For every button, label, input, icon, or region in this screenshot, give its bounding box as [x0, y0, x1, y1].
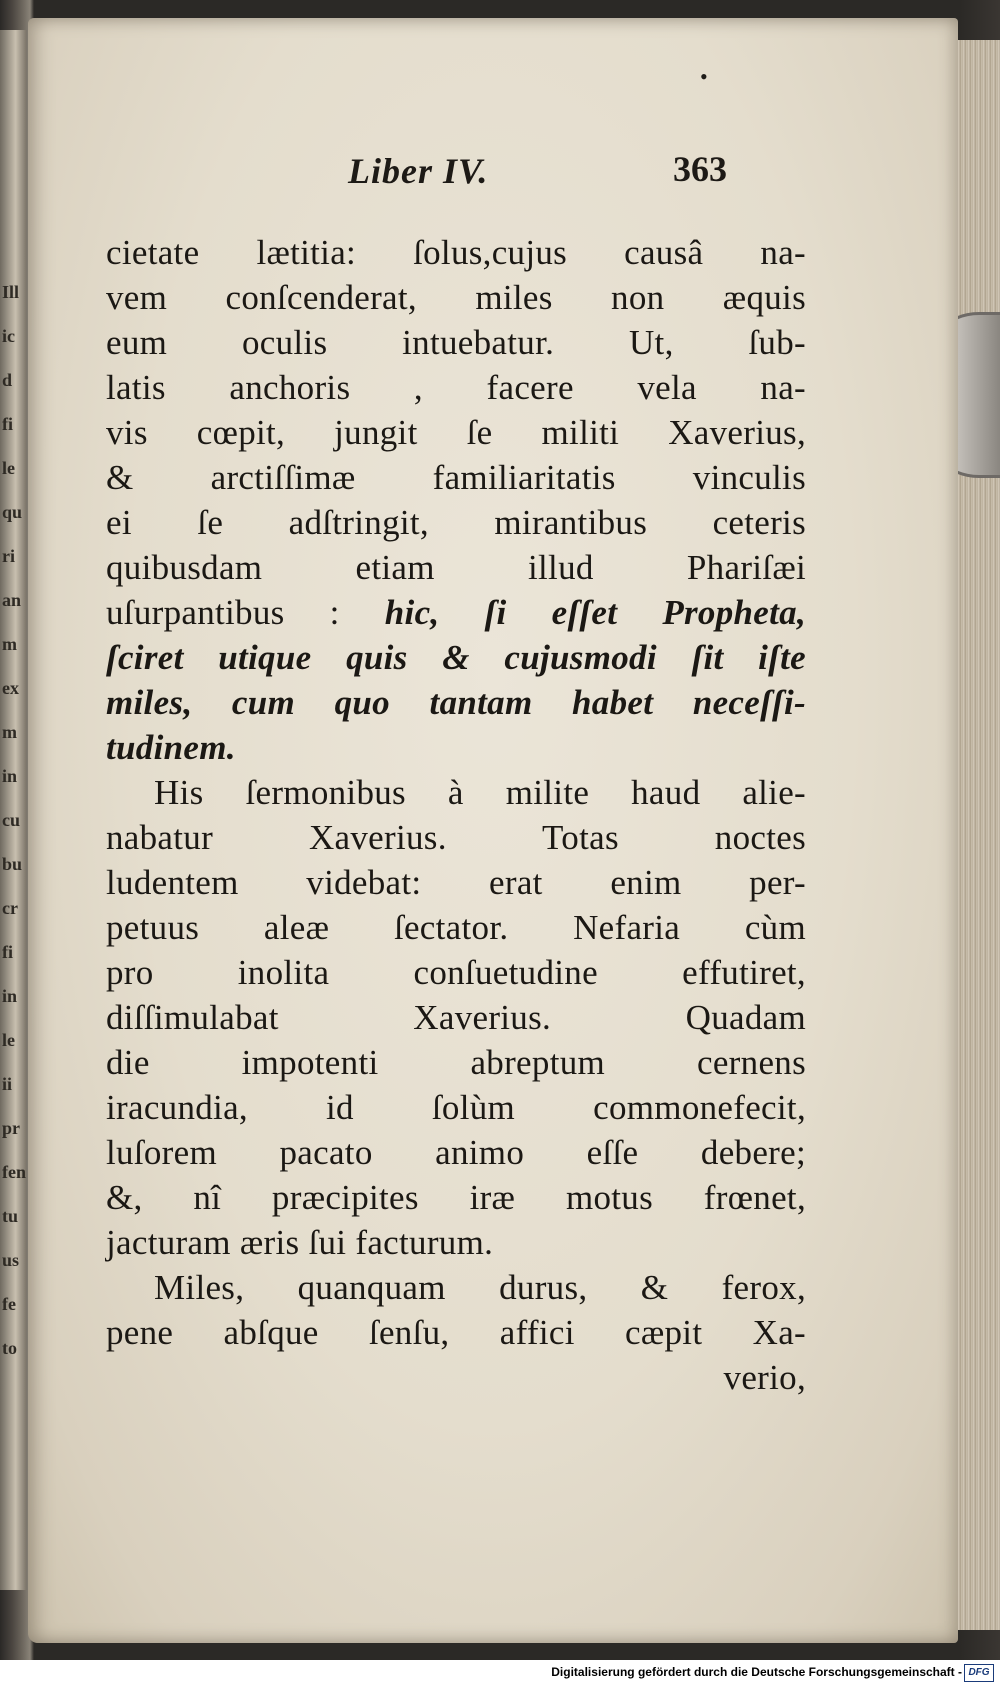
left-page-fragment: ex [2, 678, 19, 698]
left-page-fragment: m [2, 634, 17, 654]
left-page-fragments [2, 270, 24, 1370]
left-page-fragment: bu [2, 854, 23, 874]
text-line: jacturam æris ſui facturum. [106, 1223, 494, 1262]
left-page-fragment: in [2, 766, 18, 786]
text-line: vem conſcenderat, miles non æquis [106, 278, 806, 317]
left-page-edge [0, 30, 26, 1590]
text-line: latis anchoris , facere vela na- [106, 368, 806, 407]
text-line: ludentem videbat: erat enim per- [106, 863, 806, 902]
footer-bar [0, 1660, 1000, 1688]
text-line: luſorem pacato animo eſſe debere; [106, 1133, 806, 1172]
left-page-fragment: ri [2, 546, 15, 566]
text-line: cietate lætitia: ſolus,cujus causâ na- [106, 233, 806, 272]
text-line: verio, [723, 1358, 806, 1397]
left-page-fragment: qu [2, 502, 23, 522]
text-line: vis cœpit, jungit ſe militi Xaverius, [106, 413, 806, 452]
left-page-fragment: cr [2, 898, 18, 918]
text-line: pro inolita conſuetudine effutiret, [106, 953, 806, 992]
text-line: & arctiſſimæ familiaritatis vinculis [106, 458, 806, 497]
page-ornament: • [700, 64, 708, 89]
text-line: &, nî præcipites iræ motus frœnet, [106, 1178, 806, 1217]
text-line: ei ſe adſtringit, mirantibus ceteris [106, 503, 806, 542]
left-page-fragment: fe [2, 1294, 16, 1314]
text-line: miles, cum quo tantam habet neceſſi- [106, 683, 806, 722]
book-page [28, 18, 958, 1643]
body-text [106, 230, 806, 1400]
left-page-fragment: fi [2, 414, 13, 434]
left-page-fragment: le [2, 458, 15, 478]
left-page-fragment: an [2, 590, 22, 610]
left-page-fragment: ic [2, 326, 15, 346]
left-page-fragment: fi [2, 942, 13, 962]
left-page-fragment: tu [2, 1206, 19, 1226]
text-line: iracundia, id ſolùm commonefecit, [106, 1088, 806, 1127]
text-line [106, 590, 806, 635]
footer-credit: Digitalisierung gefördert durch die Deutsche Forschungsgemeinschaft - [551, 1665, 962, 1679]
left-page-fragment: m [2, 722, 17, 742]
left-page-fragment: to [2, 1338, 17, 1358]
text-line: petuus aleæ ſectator. Nefaria cùm [106, 908, 806, 947]
text-line: diſſimulabat Xaverius. Quadam [106, 998, 806, 1037]
text-line: tudinem. [106, 728, 236, 767]
text-line: eum oculis intuebatur. Ut, ſub- [106, 323, 806, 362]
text-line: His ſermonibus à milite haud alie- [154, 773, 806, 812]
left-page-fragment: us [2, 1250, 20, 1270]
running-head: Liber IV. [348, 151, 489, 191]
text-line: quibusdam etiam illud Phariſæi [106, 548, 806, 587]
left-page-fragment: ii [2, 1074, 13, 1094]
left-page-fragment: cu [2, 810, 20, 830]
left-page-fragment: Ill [2, 282, 20, 302]
dfg-logo: DFG [964, 1664, 994, 1682]
left-page-fragment: pr [2, 1118, 20, 1138]
text-line: ſciret utique quis & cujusmodi ſit iſte [106, 638, 806, 677]
text-line: pene abſque ſenſu, affici cæpit Xa- [106, 1313, 806, 1352]
left-page-fragment: in [2, 986, 18, 1006]
left-page-fragment: fen [2, 1162, 26, 1182]
text-line-italic: hic, ſi eſſet Propheta, [384, 593, 806, 632]
page-number: 363 [673, 149, 727, 189]
text-line-plain: uſurpantibus : [106, 593, 385, 632]
text-line: nabatur Xaverius. Totas noctes [106, 818, 806, 857]
left-page-fragment: d [2, 370, 13, 390]
left-page-fragment: le [2, 1030, 15, 1050]
text-line: Miles, quanquam durus, & ferox, [154, 1268, 806, 1307]
text-line: die impotenti abreptum cernens [106, 1043, 806, 1082]
